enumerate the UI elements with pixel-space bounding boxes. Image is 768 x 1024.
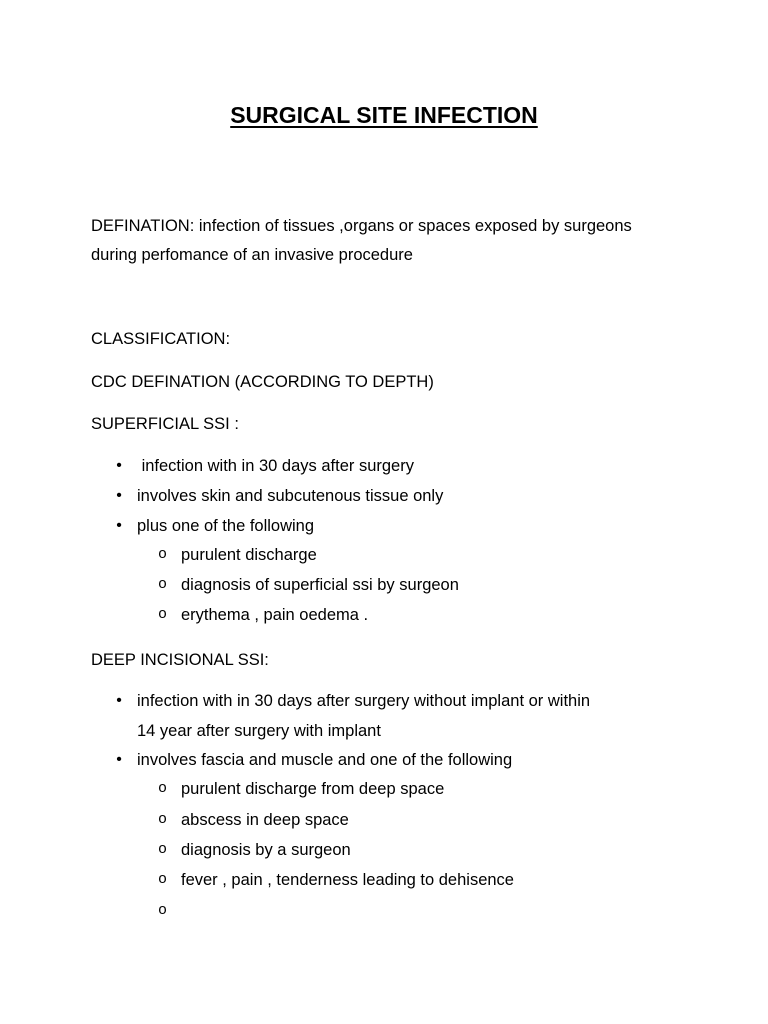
sub-bullet-text: diagnosis by a surgeon xyxy=(181,841,351,859)
definition-line: during perfomance of an invasive procedure xyxy=(91,246,413,264)
sub-bullet-text: erythema , pain oedema . xyxy=(181,606,369,624)
sub-bullet-marker: o xyxy=(158,902,168,919)
sub-bullet-text: fever , pain , tenderness leading to dehisence xyxy=(181,871,514,889)
definition-line: DEFINATION: infection of tissues ,organs or spaces exposed by surgeons xyxy=(91,217,632,235)
section-heading-deep-incisional: DEEP INCISIONAL SSI: xyxy=(91,651,269,669)
sub-bullet-item xyxy=(0,809,768,831)
bullet-item xyxy=(0,690,768,712)
bullet-continuation xyxy=(0,720,768,742)
sub-bullet-text: diagnosis of superficial ssi by surgeon xyxy=(181,576,459,594)
page-title: SURGICAL SITE INFECTION xyxy=(230,102,538,128)
bullet-item xyxy=(0,455,768,477)
bullet-text: 14 year after surgery with implant xyxy=(137,722,381,740)
bullet-text: plus one of the following xyxy=(137,517,315,535)
sub-bullet-item xyxy=(0,839,768,861)
bullet-text: infection with in 30 days after surgery without implant or within xyxy=(137,692,591,710)
classification-heading: CLASSIFICATION: xyxy=(91,330,231,348)
sub-bullet-text: purulent discharge from deep space xyxy=(181,780,445,798)
sub-bullet-item xyxy=(0,900,768,922)
sub-bullet-marker: o xyxy=(158,546,168,563)
sub-bullet-text: purulent discharge xyxy=(181,546,317,564)
sub-bullet-marker: o xyxy=(158,780,168,797)
sub-bullet-item xyxy=(0,574,768,596)
sub-bullet-marker: o xyxy=(158,871,168,888)
sub-bullet-item xyxy=(0,869,768,891)
sub-bullet-text: abscess in deep space xyxy=(181,811,349,829)
bullet-marker: • xyxy=(116,692,122,709)
sub-bullet-item xyxy=(0,544,768,566)
sub-bullet-marker: o xyxy=(158,576,168,593)
bullet-marker: • xyxy=(116,751,122,768)
bullet-item xyxy=(0,515,768,537)
sub-bullet-marker: o xyxy=(158,606,168,623)
sub-bullet-marker: o xyxy=(158,811,168,828)
sub-bullet-item xyxy=(0,778,768,800)
cdc-heading: CDC DEFINATION (ACCORDING TO DEPTH) xyxy=(91,373,434,391)
sub-bullet-marker: o xyxy=(158,841,168,858)
bullet-item xyxy=(0,485,768,507)
bullet-text: involves fascia and muscle and one of the following xyxy=(137,751,513,769)
bullet-item xyxy=(0,749,768,771)
bullet-marker: • xyxy=(116,517,122,534)
bullet-marker: • xyxy=(116,457,122,474)
bullet-text: infection with in 30 days after surgery xyxy=(137,457,414,475)
bullet-marker: • xyxy=(116,487,122,504)
section-heading-superficial: SUPERFICIAL SSI : xyxy=(91,415,239,433)
sub-bullet-item xyxy=(0,604,768,626)
bullet-text: involves skin and subcutenous tissue only xyxy=(137,487,444,505)
